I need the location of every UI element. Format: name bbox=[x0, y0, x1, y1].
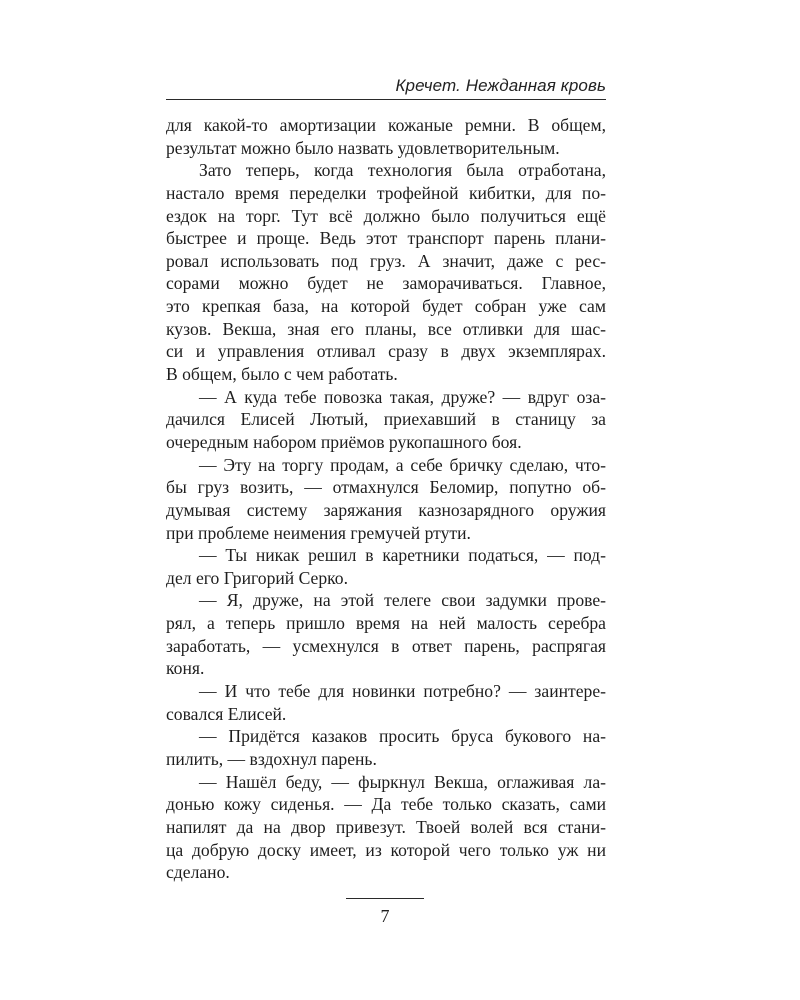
text-line: сделано. bbox=[166, 862, 230, 883]
header-rule bbox=[166, 99, 606, 100]
text-line: кузов. Векша, зная его планы, все отливки для шас- bbox=[166, 318, 606, 339]
body-text bbox=[166, 114, 606, 884]
text-line: для какой-то амортизации кожаные ремни. В общем, bbox=[166, 115, 606, 135]
text-line: — Нашёл беду, — фыркнул Векша, оглаживая ла- bbox=[199, 771, 606, 792]
text-line: — И что тебе для новинки потребно? — заинтере- bbox=[199, 681, 606, 702]
text-line: пилить, — вздохнул парень. bbox=[166, 748, 377, 769]
footer-rule bbox=[346, 898, 424, 899]
text-line: донью кожу сиденья. — Да тебе только сказать, сами bbox=[166, 794, 606, 815]
text-line: коня. bbox=[166, 658, 205, 679]
text-line: настало время переделки трофейной кибитки, для по- bbox=[166, 182, 606, 203]
text-line: ровал использовать под груз. А значит, даже с рес- bbox=[166, 250, 606, 271]
text-line: си и управления отливал сразу в двух экземплярах. bbox=[166, 341, 606, 362]
text-line: — А куда тебе повозка такая, друже? — вдруг оза- bbox=[199, 386, 606, 407]
text-line: думывая систему заряжания казнозарядного оружия bbox=[166, 499, 606, 520]
text-line: напилят да на двор привезут. Твоей волей вся стани- bbox=[166, 816, 606, 837]
text-line: результат можно было назвать удовлетворительным. bbox=[166, 137, 560, 158]
text-line: бы груз возить, — отмахнулся Беломир, попутно об- bbox=[166, 477, 606, 498]
text-line: ца добрую доску имеет, из которой чего только уж ни bbox=[166, 839, 606, 860]
text-line: ездок на торг. Тут всё должно было получиться ещё bbox=[166, 205, 606, 226]
text-line: В общем, было с чем работать. bbox=[166, 364, 398, 385]
text-line: — Придётся казаков просить бруса букового на- bbox=[199, 726, 606, 747]
text-line: это крепкая база, на которой будет собран уже сам bbox=[166, 296, 606, 317]
text-line: дачился Елисей Лютый, приехавший в станицу за bbox=[166, 409, 606, 430]
text-line: — Я, друже, на этой телеге свои задумки прове- bbox=[199, 590, 606, 611]
text-line: сорами можно будет не заморачиваться. Главное, bbox=[166, 273, 606, 294]
text-line: Зато теперь, когда технология была отработана, bbox=[199, 160, 606, 181]
text-line: очередным набором приёмов рукопашного боя. bbox=[166, 431, 522, 452]
text-line: дел его Григорий Серко. bbox=[166, 567, 349, 588]
text-line: — Ты никак решил в каретники податься, — под- bbox=[199, 545, 606, 566]
text-line: — Эту на торгу продам, а себе бричку сделаю, что- bbox=[199, 454, 606, 475]
text-line: при проблеме неимения гремучей ртути. bbox=[166, 522, 471, 543]
running-title: Кречет. Нежданная кровь bbox=[395, 76, 606, 95]
text-line: совался Елисей. bbox=[166, 703, 287, 724]
text-line: рял, а теперь пришло время на ней малость серебра bbox=[166, 613, 606, 634]
text-line: быстрее и проще. Ведь этот транспорт парень плани- bbox=[166, 228, 606, 249]
text-line: заработать, — усмехнулся в ответ парень, распрягая bbox=[166, 635, 606, 656]
page-number: 7 bbox=[380, 906, 390, 926]
